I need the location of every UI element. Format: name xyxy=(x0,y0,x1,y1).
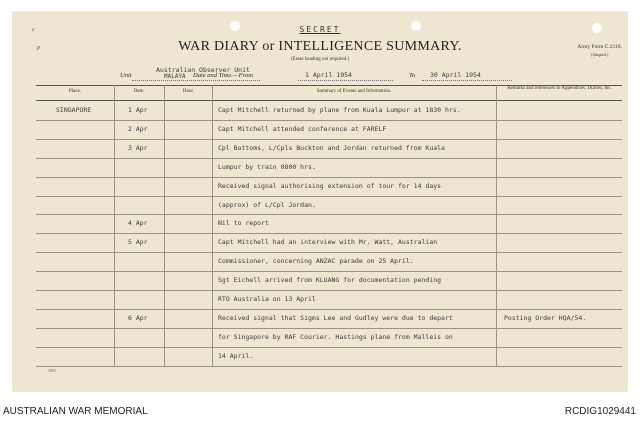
cell-summary: Cpl Bottoms, L/Cpls Buckton and Jordan returned from Kuala xyxy=(218,143,445,152)
cell-summary: (approx) of L/Cpl Jordan. xyxy=(218,200,316,209)
row-rule xyxy=(36,196,622,197)
cell-date: 4 Apr xyxy=(128,219,148,228)
date-from: 1 April 1954 xyxy=(305,71,352,79)
col-divider xyxy=(496,85,497,367)
cell-summary: Capt Mitchell attended conference at FARELF xyxy=(218,124,387,133)
cell-summary: RTO Australia on 13 April xyxy=(218,295,316,303)
header-rule xyxy=(36,100,622,101)
row-rule xyxy=(36,233,622,234)
cell-summary: Received signal authorising extension of tour for 14 days xyxy=(218,181,442,190)
col-header-hour: Hour xyxy=(182,89,194,94)
date-from-underline xyxy=(298,80,393,81)
cell-summary: Capt Mitchell had an interview with Mr. Watt, Australian xyxy=(218,238,438,247)
date-to-underline xyxy=(422,80,512,81)
row-rule xyxy=(36,120,622,121)
margin-mark: c xyxy=(32,27,35,33)
margin-mark: p xyxy=(37,45,40,51)
footer-catalogue-id: RCDIG1029441 xyxy=(564,406,636,417)
col-divider xyxy=(164,85,165,367)
cell-date: 1 Apr xyxy=(128,106,148,114)
form-title: WAR DIARY or INTELLIGENCE SUMMARY. xyxy=(178,39,462,54)
erase-note: (Erase heading not required.) xyxy=(290,57,350,62)
row-rule xyxy=(36,271,622,272)
to-label: To xyxy=(409,72,416,79)
army-form-label: Army Form C.2118. xyxy=(577,44,622,50)
row-rule xyxy=(36,139,622,140)
date-to: 30 April 1954 xyxy=(430,71,481,79)
cell-date: 3 Apr xyxy=(128,143,148,152)
row-rule xyxy=(36,366,622,367)
date-label: Date and Time.—From xyxy=(193,72,253,79)
cell-summary: Nil to report xyxy=(218,219,269,228)
cell-date: 5 Apr xyxy=(128,238,148,247)
col-header-summary: Summary of Events and Information. xyxy=(316,89,392,94)
row-rule xyxy=(36,214,622,215)
col-divider xyxy=(212,85,213,367)
row-rule xyxy=(36,347,622,348)
form-code: 1951 xyxy=(48,368,56,373)
col-divider xyxy=(114,85,115,367)
col-header-date: Date. xyxy=(133,89,145,94)
cell-summary: Received signal that Sigms Lee and Gudley were due to depart xyxy=(218,313,453,322)
unit-underline xyxy=(132,80,260,81)
row-rule xyxy=(36,290,622,291)
cell-summary: Commissioner, concerning ANZAC parade on 25 April. xyxy=(218,257,414,266)
diary-table xyxy=(36,85,622,367)
cell-summary: Lumpur by train 0800 hrs. xyxy=(218,162,316,171)
classification-stamp: SECRET xyxy=(299,25,341,34)
row-rule xyxy=(36,177,622,178)
row-rule xyxy=(36,328,622,329)
row-rule xyxy=(36,252,622,253)
cell-summary: Sgt Eichell arrived from KLUANG for documentation pending xyxy=(218,276,442,285)
col-header-place: Place. xyxy=(68,89,82,94)
unit-label: Unit xyxy=(120,72,132,79)
unit-value: Australian Observer Unit xyxy=(156,66,250,74)
footer-institution: AUSTRALIAN WAR MEMORIAL xyxy=(3,406,148,417)
cell-summary: 14 April. xyxy=(218,351,254,360)
unit-location: MALAYA xyxy=(164,73,186,80)
row-rule xyxy=(36,158,622,159)
cell-summary: for Singapore by RAF Courier. Hastings plane from Malleis on xyxy=(218,332,453,341)
col-header-remarks: Remarks and references to Appendices, Diaries, &c. xyxy=(507,86,612,91)
cell-date: 2 Apr xyxy=(128,124,148,133)
cell-remarks: Posting Order HQA/54. xyxy=(504,313,587,322)
cell-date: 6 Apr xyxy=(128,313,148,322)
diary-page xyxy=(12,11,628,392)
row-rule xyxy=(36,309,622,310)
cell-place: SINGAPORE xyxy=(56,106,92,114)
army-form-number xyxy=(577,44,622,58)
cell-summary: Capt Mitchell returned by plane from Kuala Lumpur at 1830 hrs. xyxy=(218,106,461,114)
army-form-sub: (Adopted.) xyxy=(590,52,609,57)
